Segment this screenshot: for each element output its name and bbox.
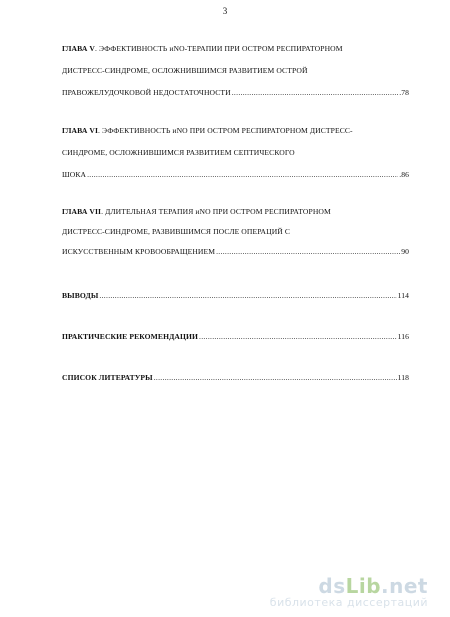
toc-entry-last-text: ШОКА — [62, 170, 87, 179]
page-number: 3 — [222, 6, 228, 16]
toc-entry-line-2: СИНДРОМЕ, ОСЛОЖНИВШИМСЯ РАЗВИТИЕМ СЕПТИЧЕСКОГО — [62, 148, 295, 157]
leader-dots — [199, 332, 397, 341]
chapter-label: ГЛАВА VI — [62, 126, 99, 135]
toc-entry-line-2: ДИСТРЕСС-СИНДРОМЕ, ОСЛОЖНИВШИМСЯ РАЗВИТИЕМ ОСТРОЙ — [62, 66, 308, 75]
toc-section-title: ВЫВОДЫ — [62, 291, 99, 300]
chapter-title-part: . ЭФФЕКТИВНОСТЬ иNO-ТЕРАПИИ ПРИ ОСТРОМ РЕСПИРАТОРНОМ — [94, 44, 343, 53]
toc-page-number: 90 — [401, 247, 409, 256]
toc-section-line — [62, 291, 409, 300]
toc-section-title: СПИСОК ЛИТЕРАТУРЫ — [62, 373, 153, 382]
toc-page-number: 118 — [397, 373, 409, 382]
leader-dots — [154, 373, 397, 382]
chapter-label: ГЛАВА V — [62, 44, 95, 53]
toc-entry-last-text: ПРАВОЖЕЛУДОЧКОВОЙ НЕДОСТАТОЧНОСТИ — [62, 88, 231, 97]
toc-page-number: 116 — [397, 332, 409, 341]
toc-page-number: 114 — [397, 291, 409, 300]
toc-section-title: ПРАКТИЧЕСКИЕ РЕКОМЕНДАЦИИ — [62, 332, 199, 341]
toc-entry-line-1 — [62, 207, 331, 216]
leader-dots — [99, 291, 396, 300]
toc-section-line — [62, 373, 409, 382]
toc-page-number: .86 — [399, 170, 409, 179]
toc-entry-last-text: ИСКУССТВЕННЫМ КРОВООБРАЩЕНИЕМ — [62, 247, 216, 256]
toc-entry-last-line — [62, 247, 409, 256]
leader-dots — [232, 88, 398, 97]
toc-entry-line-2: ДИСТРЕСС-СИНДРОМЕ, РАЗВИВШИМСЯ ПОСЛЕ ОПЕРАЦИЙ С — [62, 227, 291, 236]
watermark-subtitle: библиотека диссертаций — [269, 596, 428, 609]
chapter-title-part: . ДЛИТЕЛЬНАЯ ТЕРАПИЯ иNO ПРИ ОСТРОМ РЕСПИРАТОРНОМ — [101, 207, 331, 216]
leader-dots — [87, 170, 398, 179]
toc-entry-last-line — [62, 88, 409, 97]
watermark — [270, 574, 428, 609]
leader-dots — [216, 247, 400, 256]
chapter-title-part: . ЭФФЕКТИВНОСТЬ иNO ПРИ ОСТРОМ РЕСПИРАТОРНОМ ДИСТРЕСС- — [98, 126, 353, 135]
watermark-logo: dsLib.net — [318, 574, 428, 598]
toc-section-line — [62, 332, 409, 341]
toc-entry-line-1 — [62, 126, 353, 135]
chapter-label: ГЛАВА VII — [62, 207, 102, 216]
toc-entry-last-line — [62, 170, 409, 179]
toc-entry-line-1 — [62, 44, 343, 53]
toc-page-number: .78 — [399, 88, 409, 97]
